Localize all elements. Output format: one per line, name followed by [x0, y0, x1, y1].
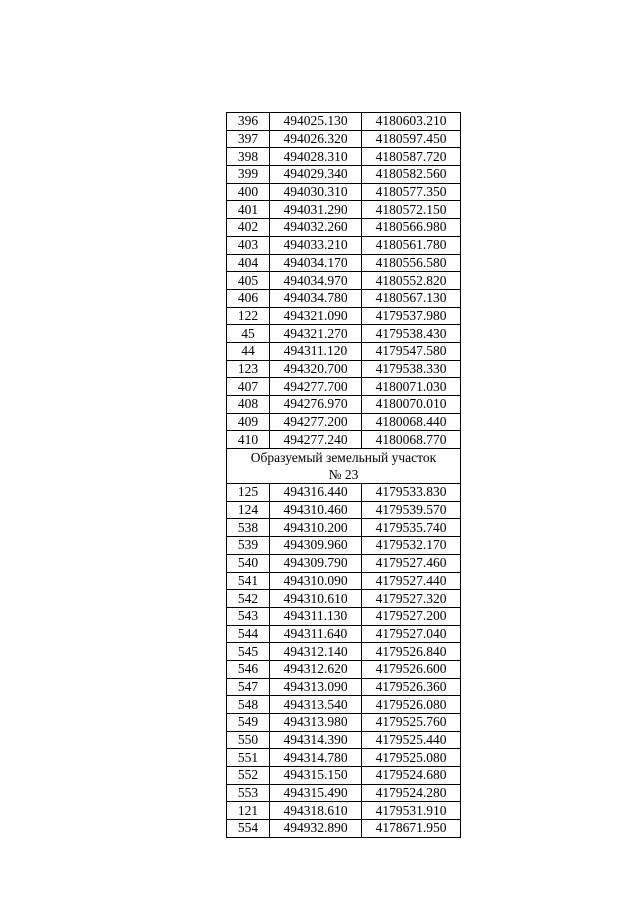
x-coordinate-cell: 494309.960	[270, 537, 362, 555]
table-row	[227, 714, 461, 732]
x-coordinate-cell: 494034.170	[270, 254, 362, 272]
point-number-cell: 403	[227, 236, 270, 254]
table-row	[227, 201, 461, 219]
y-coordinate-cell: 4180071.030	[362, 378, 461, 396]
x-coordinate-cell: 494277.700	[270, 378, 362, 396]
table-row	[227, 696, 461, 714]
rows-after-group	[227, 484, 461, 838]
table-row	[227, 590, 461, 608]
table-row	[227, 784, 461, 802]
point-number-cell: 404	[227, 254, 270, 272]
y-coordinate-cell: 4179539.570	[362, 501, 461, 519]
coordinates-table	[226, 112, 461, 838]
table-row	[227, 660, 461, 678]
x-coordinate-cell: 494932.890	[270, 820, 362, 838]
table-row	[227, 254, 461, 272]
table-row	[227, 537, 461, 555]
table-row	[227, 625, 461, 643]
point-number-cell: 121	[227, 802, 270, 820]
x-coordinate-cell: 494310.200	[270, 519, 362, 537]
x-coordinate-cell: 494312.620	[270, 660, 362, 678]
table-row	[227, 607, 461, 625]
x-coordinate-cell: 494030.310	[270, 183, 362, 201]
y-coordinate-cell: 4179535.740	[362, 519, 461, 537]
y-coordinate-cell: 4179525.080	[362, 749, 461, 767]
x-coordinate-cell: 494315.490	[270, 784, 362, 802]
x-coordinate-cell: 494310.610	[270, 590, 362, 608]
point-number-cell: 400	[227, 183, 270, 201]
point-number-cell: 410	[227, 431, 270, 449]
x-coordinate-cell: 494312.140	[270, 643, 362, 661]
y-coordinate-cell: 4179526.360	[362, 678, 461, 696]
y-coordinate-cell: 4179526.080	[362, 696, 461, 714]
table-row	[227, 113, 461, 131]
y-coordinate-cell: 4180577.350	[362, 183, 461, 201]
point-number-cell: 550	[227, 731, 270, 749]
x-coordinate-cell: 494034.970	[270, 272, 362, 290]
point-number-cell: 552	[227, 767, 270, 785]
y-coordinate-cell: 4180566.980	[362, 219, 461, 237]
table-row	[227, 130, 461, 148]
section-header	[227, 449, 461, 484]
point-number-cell: 45	[227, 325, 270, 343]
point-number-cell: 407	[227, 378, 270, 396]
point-number-cell: 398	[227, 148, 270, 166]
y-coordinate-cell: 4180582.560	[362, 166, 461, 184]
point-number-cell: 125	[227, 484, 270, 502]
table-row	[227, 572, 461, 590]
point-number-cell: 44	[227, 342, 270, 360]
table-row	[227, 166, 461, 184]
x-coordinate-cell: 494311.130	[270, 607, 362, 625]
y-coordinate-cell: 4179527.460	[362, 554, 461, 572]
y-coordinate-cell: 4179525.440	[362, 731, 461, 749]
x-coordinate-cell: 494313.980	[270, 714, 362, 732]
point-number-cell: 546	[227, 660, 270, 678]
x-coordinate-cell: 494315.150	[270, 767, 362, 785]
table-row	[227, 307, 461, 325]
x-coordinate-cell: 494321.090	[270, 307, 362, 325]
y-coordinate-cell: 4179524.680	[362, 767, 461, 785]
x-coordinate-cell: 494309.790	[270, 554, 362, 572]
section-title: Образуемый земельный участок	[250, 450, 437, 466]
y-coordinate-cell: 4179526.840	[362, 643, 461, 661]
table-row	[227, 501, 461, 519]
y-coordinate-cell: 4179525.760	[362, 714, 461, 732]
point-number-cell: 124	[227, 501, 270, 519]
y-coordinate-cell: 4179538.430	[362, 325, 461, 343]
point-number-cell: 123	[227, 360, 270, 378]
table-row	[227, 396, 461, 414]
point-number-cell: 541	[227, 572, 270, 590]
x-coordinate-cell: 494314.780	[270, 749, 362, 767]
section-header-row	[227, 449, 461, 484]
x-coordinate-cell: 494311.640	[270, 625, 362, 643]
y-coordinate-cell: 4179527.440	[362, 572, 461, 590]
point-number-cell: 551	[227, 749, 270, 767]
point-number-cell: 408	[227, 396, 270, 414]
y-coordinate-cell: 4179527.040	[362, 625, 461, 643]
table-row	[227, 272, 461, 290]
table-row	[227, 148, 461, 166]
y-coordinate-cell: 4179547.580	[362, 342, 461, 360]
table-row	[227, 731, 461, 749]
y-coordinate-cell: 4180556.580	[362, 254, 461, 272]
table-row	[227, 289, 461, 307]
x-coordinate-cell: 494310.460	[270, 501, 362, 519]
y-coordinate-cell: 4179524.280	[362, 784, 461, 802]
table-row	[227, 643, 461, 661]
table-row	[227, 236, 461, 254]
point-number-cell: 554	[227, 820, 270, 838]
point-number-cell: 543	[227, 607, 270, 625]
point-number-cell: 397	[227, 130, 270, 148]
x-coordinate-cell: 494026.320	[270, 130, 362, 148]
point-number-cell: 402	[227, 219, 270, 237]
point-number-cell: 540	[227, 554, 270, 572]
point-number-cell: 405	[227, 272, 270, 290]
point-number-cell: 122	[227, 307, 270, 325]
table-row	[227, 360, 461, 378]
x-coordinate-cell: 494031.290	[270, 201, 362, 219]
x-coordinate-cell: 494034.780	[270, 289, 362, 307]
y-coordinate-cell: 4179538.330	[362, 360, 461, 378]
point-number-cell: 401	[227, 201, 270, 219]
y-coordinate-cell: 4179526.600	[362, 660, 461, 678]
y-coordinate-cell: 4180603.210	[362, 113, 461, 131]
table-row	[227, 820, 461, 838]
y-coordinate-cell: 4180561.780	[362, 236, 461, 254]
x-coordinate-cell: 494320.700	[270, 360, 362, 378]
table-row	[227, 431, 461, 449]
y-coordinate-cell: 4179531.910	[362, 802, 461, 820]
y-coordinate-cell: 4179527.320	[362, 590, 461, 608]
point-number-cell: 545	[227, 643, 270, 661]
x-coordinate-cell: 494276.970	[270, 396, 362, 414]
table-row	[227, 183, 461, 201]
y-coordinate-cell: 4179533.830	[362, 484, 461, 502]
rows-before-group	[227, 113, 461, 449]
table-row	[227, 554, 461, 572]
x-coordinate-cell: 494316.440	[270, 484, 362, 502]
y-coordinate-cell: 4178671.950	[362, 820, 461, 838]
x-coordinate-cell: 494033.210	[270, 236, 362, 254]
x-coordinate-cell: 494277.200	[270, 413, 362, 431]
point-number-cell: 399	[227, 166, 270, 184]
y-coordinate-cell: 4180552.820	[362, 272, 461, 290]
x-coordinate-cell: 494314.390	[270, 731, 362, 749]
x-coordinate-cell: 494310.090	[270, 572, 362, 590]
x-coordinate-cell: 494313.090	[270, 678, 362, 696]
table-row	[227, 484, 461, 502]
x-coordinate-cell: 494313.540	[270, 696, 362, 714]
table-row	[227, 342, 461, 360]
y-coordinate-cell: 4180068.770	[362, 431, 461, 449]
table-row	[227, 802, 461, 820]
y-coordinate-cell: 4180068.440	[362, 413, 461, 431]
section-number: № 23	[328, 467, 359, 483]
table-row	[227, 678, 461, 696]
table-row	[227, 378, 461, 396]
y-coordinate-cell: 4180567.130	[362, 289, 461, 307]
y-coordinate-cell: 4179527.200	[362, 607, 461, 625]
y-coordinate-cell: 4180070.010	[362, 396, 461, 414]
table-row	[227, 325, 461, 343]
table-row	[227, 767, 461, 785]
point-number-cell: 553	[227, 784, 270, 802]
y-coordinate-cell: 4180587.720	[362, 148, 461, 166]
point-number-cell: 544	[227, 625, 270, 643]
point-number-cell: 548	[227, 696, 270, 714]
y-coordinate-cell: 4179532.170	[362, 537, 461, 555]
y-coordinate-cell: 4180597.450	[362, 130, 461, 148]
table-row	[227, 749, 461, 767]
x-coordinate-cell: 494032.260	[270, 219, 362, 237]
point-number-cell: 547	[227, 678, 270, 696]
section-header-group	[227, 449, 461, 484]
x-coordinate-cell: 494029.340	[270, 166, 362, 184]
y-coordinate-cell: 4179537.980	[362, 307, 461, 325]
table-row	[227, 219, 461, 237]
point-number-cell: 549	[227, 714, 270, 732]
x-coordinate-cell: 494318.610	[270, 802, 362, 820]
table-row	[227, 413, 461, 431]
point-number-cell: 396	[227, 113, 270, 131]
x-coordinate-cell: 494028.310	[270, 148, 362, 166]
point-number-cell: 406	[227, 289, 270, 307]
x-coordinate-cell: 494277.240	[270, 431, 362, 449]
point-number-cell: 542	[227, 590, 270, 608]
x-coordinate-cell: 494025.130	[270, 113, 362, 131]
y-coordinate-cell: 4180572.150	[362, 201, 461, 219]
x-coordinate-cell: 494321.270	[270, 325, 362, 343]
table-row	[227, 519, 461, 537]
point-number-cell: 409	[227, 413, 270, 431]
point-number-cell: 538	[227, 519, 270, 537]
point-number-cell: 539	[227, 537, 270, 555]
x-coordinate-cell: 494311.120	[270, 342, 362, 360]
